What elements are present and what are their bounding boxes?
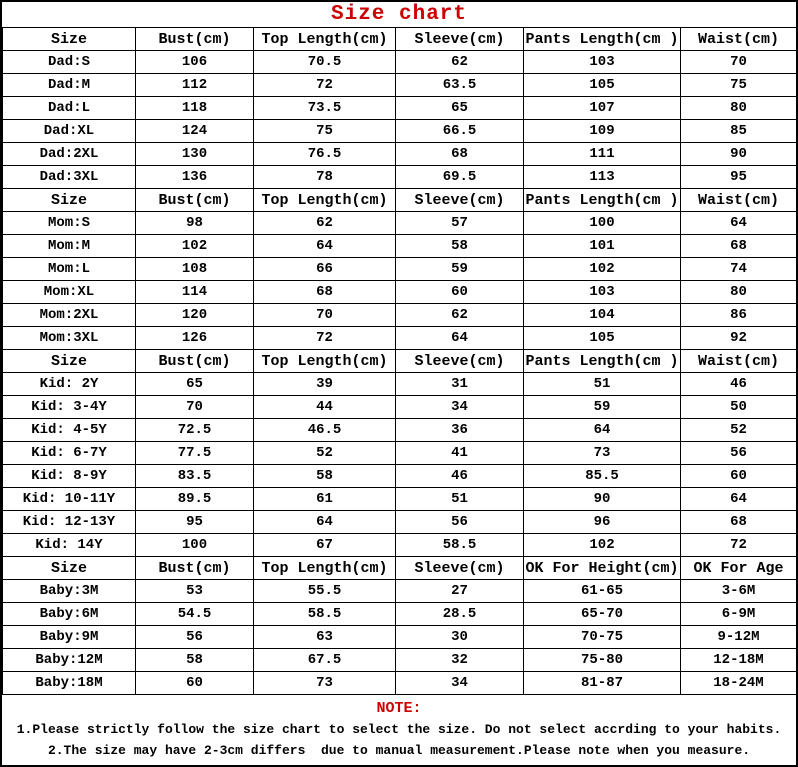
table-row <box>3 649 797 672</box>
table-cell: 103 <box>524 281 681 304</box>
table-row <box>3 120 797 143</box>
column-header: OK For Age <box>681 557 797 580</box>
table-cell: 113 <box>524 166 681 189</box>
table-cell: 85 <box>681 120 797 143</box>
table-cell: 60 <box>396 281 524 304</box>
table-cell: 59 <box>524 396 681 419</box>
column-header: Size <box>3 28 136 51</box>
table-cell: 46 <box>681 373 797 396</box>
table-cell: 124 <box>136 120 254 143</box>
table-cell: 39 <box>254 373 396 396</box>
size-label: Kid: 2Y <box>3 373 136 396</box>
mom-header-row <box>3 189 797 212</box>
table-cell: 69.5 <box>396 166 524 189</box>
table-cell: 60 <box>681 465 797 488</box>
table-cell: 105 <box>524 327 681 350</box>
table-cell: 64 <box>524 419 681 442</box>
column-header: Sleeve(cm) <box>396 28 524 51</box>
table-cell: 34 <box>396 672 524 695</box>
table-cell: 74 <box>681 258 797 281</box>
table-cell: 18-24M <box>681 672 797 695</box>
table-cell: 73 <box>254 672 396 695</box>
table-cell: 104 <box>524 304 681 327</box>
table-cell: 75-80 <box>524 649 681 672</box>
table-cell: 50 <box>681 396 797 419</box>
size-label: Kid: 6-7Y <box>3 442 136 465</box>
column-header: Top Length(cm) <box>254 28 396 51</box>
table-cell: 75 <box>254 120 396 143</box>
size-label: Baby:9M <box>3 626 136 649</box>
table-cell: 90 <box>681 143 797 166</box>
table-cell: 41 <box>396 442 524 465</box>
table-cell: 101 <box>524 235 681 258</box>
table-cell: 72 <box>681 534 797 557</box>
table-cell: 55.5 <box>254 580 396 603</box>
table-cell: 28.5 <box>396 603 524 626</box>
table-cell: 62 <box>396 304 524 327</box>
table-cell: 65-70 <box>524 603 681 626</box>
table-row <box>3 511 797 534</box>
table-cell: 9-12M <box>681 626 797 649</box>
table-cell: 136 <box>136 166 254 189</box>
size-label: Dad:2XL <box>3 143 136 166</box>
column-header: Waist(cm) <box>681 189 797 212</box>
table-cell: 52 <box>681 419 797 442</box>
size-label: Kid: 4-5Y <box>3 419 136 442</box>
table-row <box>3 281 797 304</box>
table-cell: 52 <box>254 442 396 465</box>
column-header: Top Length(cm) <box>254 350 396 373</box>
table-row <box>3 143 797 166</box>
table-cell: 27 <box>396 580 524 603</box>
table-cell: 111 <box>524 143 681 166</box>
table-cell: 67.5 <box>254 649 396 672</box>
table-row <box>3 327 797 350</box>
size-label: Dad:S <box>3 51 136 74</box>
table-cell: 95 <box>136 511 254 534</box>
table-cell: 62 <box>396 51 524 74</box>
column-header: Waist(cm) <box>681 350 797 373</box>
kid-header-row <box>3 350 797 373</box>
table-cell: 70-75 <box>524 626 681 649</box>
table-row <box>3 235 797 258</box>
table-cell: 77.5 <box>136 442 254 465</box>
chart-title: Size chart <box>330 3 468 26</box>
table-cell: 64 <box>254 235 396 258</box>
column-header: Top Length(cm) <box>254 189 396 212</box>
table-cell: 83.5 <box>136 465 254 488</box>
table-cell: 64 <box>254 511 396 534</box>
note-line-2: 2.The size may have 2-3cm differs due to manual measurement.Please note when you measure. <box>47 742 751 758</box>
table-cell: 95 <box>681 166 797 189</box>
table-row <box>3 258 797 281</box>
table-cell: 51 <box>524 373 681 396</box>
table-cell: 34 <box>396 396 524 419</box>
column-header: Pants Length(cm ) <box>524 189 681 212</box>
column-header: Bust(cm) <box>136 189 254 212</box>
table-cell: 12-18M <box>681 649 797 672</box>
table-cell: 44 <box>254 396 396 419</box>
column-header: Pants Length(cm ) <box>524 350 681 373</box>
table-cell: 112 <box>136 74 254 97</box>
table-cell: 56 <box>681 442 797 465</box>
table-cell: 56 <box>136 626 254 649</box>
table-cell: 3-6M <box>681 580 797 603</box>
table-cell: 68 <box>681 511 797 534</box>
table-cell: 72.5 <box>136 419 254 442</box>
size-label: Mom:2XL <box>3 304 136 327</box>
note-section <box>2 695 796 765</box>
table-cell: 6-9M <box>681 603 797 626</box>
size-label: Baby:18M <box>3 672 136 695</box>
size-label: Mom:S <box>3 212 136 235</box>
table-cell: 36 <box>396 419 524 442</box>
table-cell: 64 <box>681 212 797 235</box>
table-cell: 67 <box>254 534 396 557</box>
table-cell: 105 <box>524 74 681 97</box>
size-label: Mom:3XL <box>3 327 136 350</box>
table-cell: 32 <box>396 649 524 672</box>
table-cell: 68 <box>681 235 797 258</box>
table-row <box>3 373 797 396</box>
table-cell: 90 <box>524 488 681 511</box>
size-label: Mom:L <box>3 258 136 281</box>
table-row <box>3 396 797 419</box>
table-row <box>3 534 797 557</box>
table-cell: 65 <box>136 373 254 396</box>
table-cell: 108 <box>136 258 254 281</box>
size-label: Baby:6M <box>3 603 136 626</box>
table-cell: 109 <box>524 120 681 143</box>
table-cell: 66.5 <box>396 120 524 143</box>
size-label: Baby:12M <box>3 649 136 672</box>
table-cell: 60 <box>136 672 254 695</box>
table-cell: 72 <box>254 327 396 350</box>
table-row <box>3 626 797 649</box>
table-cell: 58 <box>136 649 254 672</box>
table-cell: 106 <box>136 51 254 74</box>
column-header: Sleeve(cm) <box>396 557 524 580</box>
table-cell: 81-87 <box>524 672 681 695</box>
table-cell: 57 <box>396 212 524 235</box>
column-header: Bust(cm) <box>136 557 254 580</box>
table-row <box>3 603 797 626</box>
size-label: Dad:L <box>3 97 136 120</box>
column-header: OK For Height(cm) <box>524 557 681 580</box>
table-cell: 58 <box>254 465 396 488</box>
table-cell: 80 <box>681 97 797 120</box>
table-cell: 53 <box>136 580 254 603</box>
column-header: Bust(cm) <box>136 350 254 373</box>
column-header: Size <box>3 557 136 580</box>
table-cell: 51 <box>396 488 524 511</box>
table-row <box>3 97 797 120</box>
size-label: Dad:M <box>3 74 136 97</box>
column-header: Top Length(cm) <box>254 557 396 580</box>
table-cell: 75 <box>681 74 797 97</box>
table-cell: 118 <box>136 97 254 120</box>
table-cell: 64 <box>681 488 797 511</box>
table-cell: 100 <box>136 534 254 557</box>
table-cell: 96 <box>524 511 681 534</box>
table-cell: 63 <box>254 626 396 649</box>
size-label: Mom:XL <box>3 281 136 304</box>
table-cell: 70 <box>681 51 797 74</box>
table-cell: 120 <box>136 304 254 327</box>
table-cell: 68 <box>396 143 524 166</box>
table-cell: 58.5 <box>396 534 524 557</box>
table-cell: 61-65 <box>524 580 681 603</box>
table-cell: 68 <box>254 281 396 304</box>
table-cell: 65 <box>396 97 524 120</box>
table-cell: 98 <box>136 212 254 235</box>
table-row <box>3 51 797 74</box>
column-header: Pants Length(cm ) <box>524 28 681 51</box>
table-cell: 70 <box>136 396 254 419</box>
table-row <box>3 672 797 695</box>
table-cell: 114 <box>136 281 254 304</box>
size-label: Kid: 8-9Y <box>3 465 136 488</box>
table-cell: 30 <box>396 626 524 649</box>
size-label: Kid: 12-13Y <box>3 511 136 534</box>
table-cell: 54.5 <box>136 603 254 626</box>
table-cell: 72 <box>254 74 396 97</box>
table-cell: 92 <box>681 327 797 350</box>
table-row <box>3 580 797 603</box>
column-header: Size <box>3 189 136 212</box>
table-row <box>3 212 797 235</box>
column-header: Bust(cm) <box>136 28 254 51</box>
table-cell: 70 <box>254 304 396 327</box>
table-row <box>3 442 797 465</box>
table-cell: 86 <box>681 304 797 327</box>
table-cell: 56 <box>396 511 524 534</box>
size-table-body <box>3 28 797 695</box>
table-row <box>3 419 797 442</box>
size-label: Mom:M <box>3 235 136 258</box>
size-label: Kid: 3-4Y <box>3 396 136 419</box>
table-cell: 89.5 <box>136 488 254 511</box>
table-cell: 70.5 <box>254 51 396 74</box>
size-label: Baby:3M <box>3 580 136 603</box>
column-header: Sleeve(cm) <box>396 350 524 373</box>
note-heading: NOTE: <box>376 699 422 717</box>
table-cell: 73.5 <box>254 97 396 120</box>
table-row <box>3 465 797 488</box>
table-cell: 85.5 <box>524 465 681 488</box>
table-cell: 63.5 <box>396 74 524 97</box>
table-cell: 61 <box>254 488 396 511</box>
table-cell: 78 <box>254 166 396 189</box>
table-row <box>3 488 797 511</box>
table-cell: 62 <box>254 212 396 235</box>
table-row <box>3 304 797 327</box>
table-cell: 76.5 <box>254 143 396 166</box>
column-header: Waist(cm) <box>681 28 797 51</box>
note-line-1: 1.Please strictly follow the size chart to select the size. Do not select accrding to your habits. <box>16 721 782 737</box>
table-cell: 80 <box>681 281 797 304</box>
size-label: Kid: 10-11Y <box>3 488 136 511</box>
table-cell: 58 <box>396 235 524 258</box>
table-cell: 31 <box>396 373 524 396</box>
size-label: Dad:3XL <box>3 166 136 189</box>
dad-header-row <box>3 28 797 51</box>
size-chart-table <box>2 27 797 695</box>
table-cell: 46 <box>396 465 524 488</box>
table-cell: 102 <box>524 534 681 557</box>
table-row <box>3 166 797 189</box>
table-cell: 58.5 <box>254 603 396 626</box>
column-header: Sleeve(cm) <box>396 189 524 212</box>
table-cell: 73 <box>524 442 681 465</box>
table-row <box>3 74 797 97</box>
table-cell: 126 <box>136 327 254 350</box>
baby-header-row <box>3 557 797 580</box>
table-cell: 66 <box>254 258 396 281</box>
size-label: Kid: 14Y <box>3 534 136 557</box>
table-cell: 103 <box>524 51 681 74</box>
table-cell: 100 <box>524 212 681 235</box>
column-header: Size <box>3 350 136 373</box>
size-label: Dad:XL <box>3 120 136 143</box>
table-cell: 107 <box>524 97 681 120</box>
table-cell: 59 <box>396 258 524 281</box>
table-cell: 102 <box>524 258 681 281</box>
table-cell: 46.5 <box>254 419 396 442</box>
table-cell: 130 <box>136 143 254 166</box>
table-cell: 64 <box>396 327 524 350</box>
table-cell: 102 <box>136 235 254 258</box>
